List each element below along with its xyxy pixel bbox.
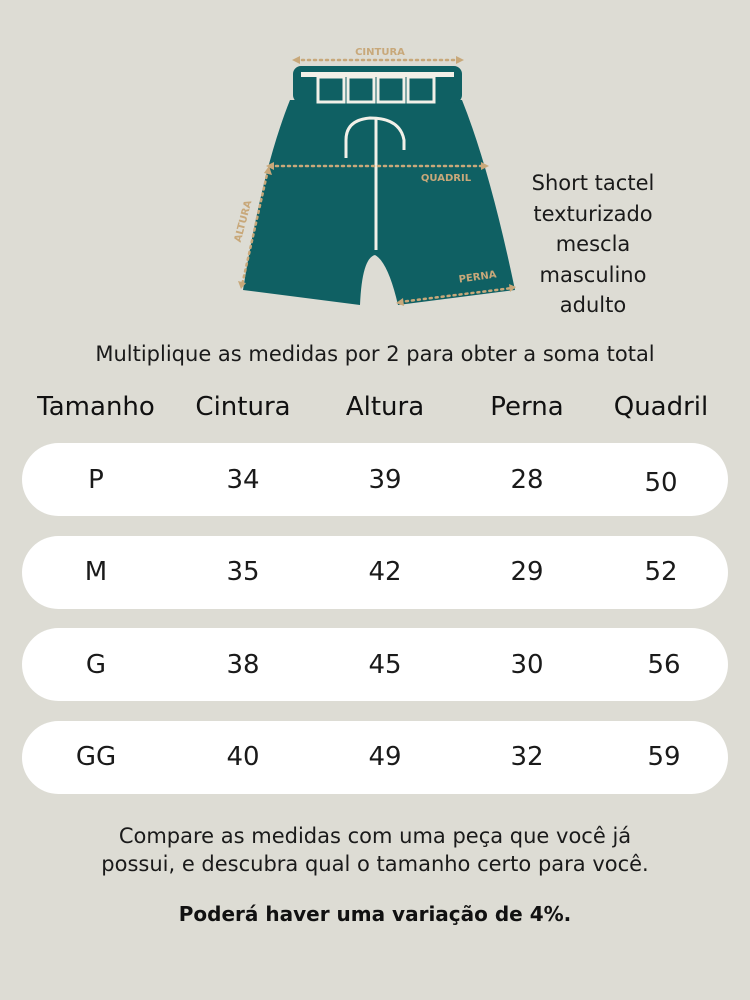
table-cell: 59 bbox=[647, 742, 681, 772]
header-hip: Quadril bbox=[613, 392, 709, 422]
table-cell: 52 bbox=[644, 557, 678, 587]
header-height: Altura bbox=[345, 392, 425, 422]
table-cell: 42 bbox=[368, 557, 402, 587]
compare-note bbox=[0, 822, 750, 878]
table-cell: 45 bbox=[368, 650, 402, 680]
table-cell-size: G bbox=[85, 650, 107, 680]
multiply-note: Multiplique as medidas por 2 para obter a soma total bbox=[95, 342, 655, 366]
table-cell-size: P bbox=[88, 465, 104, 495]
table-cell-size: GG bbox=[75, 742, 117, 772]
table-cell: 29 bbox=[510, 557, 544, 587]
header-waist: Cintura bbox=[195, 392, 291, 422]
table-cell: 34 bbox=[226, 465, 260, 495]
header-leg: Perna bbox=[490, 392, 564, 422]
shorts-illustration bbox=[225, 40, 525, 320]
table-cell: 38 bbox=[226, 650, 260, 680]
product-line: texturizado bbox=[533, 201, 653, 226]
table-cell: 40 bbox=[226, 742, 260, 772]
variation-note: Poderá haver uma variação de 4%. bbox=[178, 902, 572, 926]
compare-note-line: possui, e descubra qual o tamanho certo para você. bbox=[101, 852, 649, 876]
table-cell: 35 bbox=[226, 557, 260, 587]
product-line: masculino bbox=[539, 262, 647, 287]
table-cell: 28 bbox=[510, 465, 544, 495]
product-line: mescla bbox=[555, 232, 631, 256]
hip-label: QUADRIL bbox=[420, 173, 472, 184]
table-cell: 56 bbox=[647, 650, 681, 680]
product-description bbox=[518, 168, 668, 321]
table-cell: 30 bbox=[510, 650, 544, 680]
product-line: Short tactel bbox=[531, 171, 655, 195]
table-cell: 39 bbox=[368, 465, 402, 495]
table-cell: 49 bbox=[368, 742, 402, 772]
waist-label: CINTURA bbox=[355, 47, 405, 58]
header-size: Tamanho bbox=[37, 392, 155, 422]
table-cell-size: M bbox=[84, 557, 108, 587]
compare-note-line: Compare as medidas com uma peça que você já bbox=[118, 824, 632, 848]
product-line: adulto bbox=[559, 293, 627, 317]
leg-label: PERNA bbox=[458, 269, 498, 286]
height-label: ALTURA bbox=[232, 199, 255, 244]
table-cell: 32 bbox=[510, 742, 544, 772]
table-cell: 50 bbox=[644, 468, 678, 498]
shorts-diagram bbox=[225, 40, 525, 320]
